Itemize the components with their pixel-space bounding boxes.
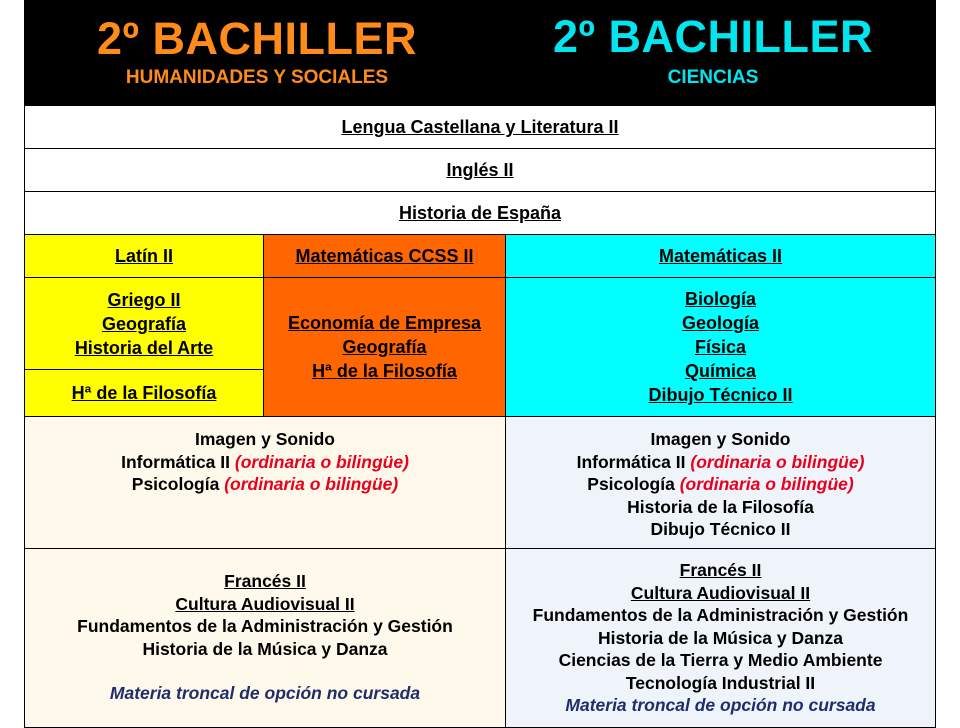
note-troncal-no-cursada: Materia troncal de opción no cursada: [109, 683, 421, 703]
note-ordinaria-bilingue: (ordinaria o bilingüe): [690, 451, 865, 472]
cell-latin: [24, 234, 264, 278]
note-troncal-no-cursada: Materia troncal de opción no cursada: [565, 695, 876, 715]
cell-sociales-opcion: [263, 277, 506, 417]
subject-historia-arte[interactable]: Historia del Arte: [74, 337, 214, 358]
subject-historia-filosofia: Historia de la Filosofía: [627, 496, 814, 517]
header-right: [490, 12, 936, 90]
header-banner: [24, 0, 936, 105]
subject-imagen-sonido: Imagen y Sonido: [650, 429, 791, 449]
header-right-title: 2º BACHILLER: [553, 11, 873, 62]
subject-ciencias-tierra: Ciencias de la Tierra y Medio Ambiente: [558, 650, 883, 670]
cell-especificas-left: [24, 416, 506, 549]
subject-cultura-audiovisual[interactable]: Cultura Audiovisual II: [175, 593, 355, 614]
subject-historia-espana[interactable]: Historia de España: [398, 203, 562, 223]
cell-mat-ccss: [263, 234, 506, 278]
subject-fundamentos-administracion: Fundamentos de la Administración y Gestión: [77, 616, 453, 636]
subject-filosofia[interactable]: Hª de la Filosofía: [312, 361, 457, 381]
header-right-subtitle: CIENCIAS: [667, 67, 759, 88]
note-ordinaria-bilingue: (ordinaria o bilingüe): [224, 474, 399, 494]
subject-mat-ccss[interactable]: Matemáticas CCSS II: [295, 246, 474, 266]
header-left-title: 2º BACHILLER: [97, 13, 417, 64]
cell-humanidades-opcion: [24, 277, 264, 370]
note-ordinaria-bilingue: (ordinaria o bilingüe): [234, 451, 409, 472]
subject-ingles[interactable]: Inglés II: [446, 160, 514, 180]
row-ingles: [24, 148, 936, 192]
subject-economia[interactable]: Economía de Empresa: [287, 313, 482, 333]
subject-latin[interactable]: Latín II: [115, 246, 173, 266]
subject-mat-ciencias[interactable]: Matemáticas II: [658, 246, 783, 266]
row-historia: [24, 191, 936, 235]
subject-historia-musica: Historia de la Música y Danza: [597, 627, 844, 648]
subject-geografia[interactable]: Geografía: [342, 337, 427, 357]
subject-biologia[interactable]: Biología: [685, 289, 756, 309]
subject-informatica: Informática II (ordinaria o bilingüe): [576, 451, 865, 472]
row-lengua: [24, 105, 936, 149]
subject-psicologia: Psicología (ordinaria o bilingüe): [131, 474, 399, 494]
cell-ciencias-opcion: [505, 277, 936, 417]
subject-fisica[interactable]: Física: [694, 337, 747, 357]
subject-imagen-sonido: Imagen y Sonido: [194, 429, 336, 449]
subject-historia-musica: Historia de la Música y Danza: [142, 638, 388, 659]
subject-dibujo-tecnico[interactable]: Dibujo Técnico II: [648, 385, 793, 405]
subject-filosofia[interactable]: Hª de la Filosofía: [71, 383, 217, 403]
subject-fundamentos-administracion: Fundamentos de la Administración y Gestión: [532, 605, 909, 625]
subject-informatica: Informática II (ordinaria o bilingüe): [121, 451, 409, 472]
subject-frances[interactable]: Francés II: [224, 571, 306, 591]
note-ordinaria-bilingue: (ordinaria o bilingüe): [679, 474, 854, 494]
subject-griego[interactable]: Griego II: [107, 289, 181, 310]
header-left-subtitle: HUMANIDADES Y SOCIALES: [125, 67, 389, 88]
subject-frances[interactable]: Francés II: [679, 560, 762, 580]
subject-lengua[interactable]: Lengua Castellana y Literatura II: [341, 117, 619, 137]
subject-quimica[interactable]: Química: [684, 361, 757, 381]
subject-tecnologia-industrial: Tecnología Industrial II: [625, 672, 816, 693]
header-left: [24, 14, 490, 90]
cell-humanidades-filosofia: [24, 369, 264, 417]
cell-mat-ciencias: [505, 234, 936, 278]
subject-geologia[interactable]: Geología: [681, 313, 759, 333]
subject-psicologia: Psicología (ordinaria o bilingüe): [587, 474, 854, 494]
subject-cultura-audiovisual[interactable]: Cultura Audiovisual II: [630, 582, 811, 603]
subject-dibujo-tecnico: Dibujo Técnico II: [650, 519, 791, 539]
cell-libre-left: [24, 548, 506, 728]
cell-libre-right: [505, 548, 936, 728]
cell-especificas-right: [505, 416, 936, 549]
subject-geografia[interactable]: Geografía: [101, 313, 187, 334]
